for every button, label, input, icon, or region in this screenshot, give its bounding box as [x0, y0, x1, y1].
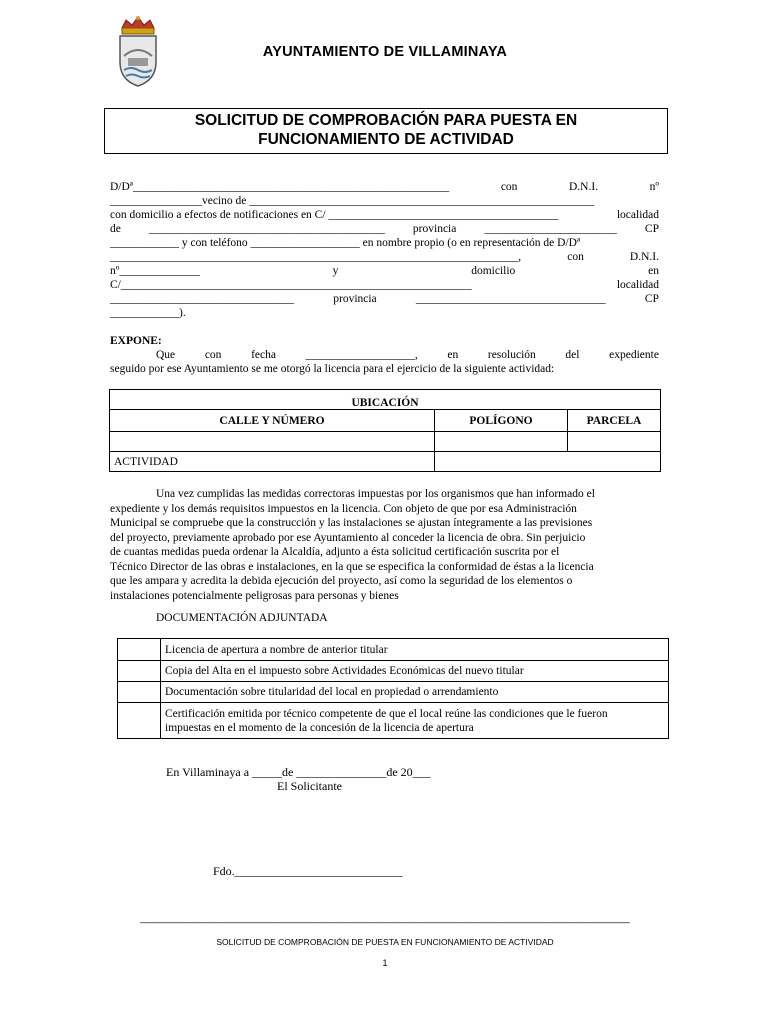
paragraph-line: que les ampara y acredita la debida ejecución del proyecto, así como la seguridad de los elementos o: [110, 575, 573, 587]
checkbox-3[interactable]: [118, 682, 161, 703]
col-street: CALLE Y NÚMERO: [110, 410, 435, 432]
text-localidad-2: localidad: [616, 279, 659, 291]
title-box: [104, 108, 668, 154]
doc-item: Copia del Alta en el impuesto sobre Actividades Económicas del nuevo titular: [161, 661, 669, 682]
checkbox-4[interactable]: [118, 703, 161, 739]
paragraph-line: Técnico Director de las obras e instalaciones, en la que se especifica la conformidad de éstas a la licencia: [110, 560, 594, 573]
doc-item-line: impuestas en el momento de la concesión de la licencia de apertura: [165, 721, 474, 734]
text-con: con: [500, 181, 518, 193]
representative-name-field[interactable]: _______________________________________________________________________,: [110, 251, 522, 263]
activity-cell[interactable]: [435, 452, 661, 472]
representative-dni-field[interactable]: nº______________: [110, 265, 200, 277]
applicant-line-8: [110, 278, 659, 292]
paragraph-line: Municipal se compruebe que la construcción y las instalaciones se ajustan íntegramente a las previsiones: [110, 517, 593, 529]
applicant-line-1: [110, 180, 659, 194]
expone-line-2: seguido por ese Ayuntamiento se me otorgó la licencia para el ejercicio de la siguiente actividad:: [110, 363, 555, 375]
activity-label: ACTIVIDAD: [110, 452, 435, 472]
text-con-3: con: [204, 349, 222, 361]
body-paragraph: [110, 487, 659, 603]
province-field[interactable]: _______________________: [484, 223, 617, 235]
table-title: UBICACIÓN: [110, 390, 661, 410]
documentation-table: [117, 638, 669, 739]
text-dni-2: D.N.I.: [629, 251, 659, 263]
checkbox-2[interactable]: [118, 661, 161, 682]
expone-line-1: [156, 348, 659, 362]
text-expediente: expediente: [609, 349, 659, 361]
page-number: 1: [382, 958, 388, 968]
paragraph-line: del proyecto, previamente aprobado por ese Ayuntamiento al conceder la licencia de obra. Sin perjuicio: [110, 531, 586, 544]
doc-item: Licencia de apertura a nombre de anterior titular: [161, 639, 669, 661]
applicant-name-field[interactable]: D/Dª_______________________________________________________: [110, 181, 450, 193]
col-parcel: PARCELA: [568, 410, 661, 432]
paragraph-line: expediente y los demás requisitos impuestos en la licencia. Con objeto de que por esa Administración: [110, 502, 577, 515]
paragraph-line: de cuantas medidas pueda ordenar la Alcaldía, adjunto a ésta solicitud certificación suscrita por el: [110, 546, 560, 558]
applicant-line-10[interactable]: ____________).: [110, 307, 186, 319]
text-en: en: [648, 265, 659, 277]
title-line-1: SOLICITUD DE COMPROBACIÓN PARA PUESTA EN: [194, 112, 578, 129]
applicant-line-7: [110, 264, 659, 278]
footer-title: SOLICITUD DE COMPROBACIÓN DE PUESTA EN FUNCIONAMIENTO DE ACTIVIDAD: [216, 937, 554, 947]
location-table: [109, 389, 661, 472]
text-del: del: [565, 349, 580, 361]
checkbox-1[interactable]: [118, 639, 161, 661]
date-line[interactable]: En Villaminaya a _____de _______________de 20___: [166, 765, 431, 779]
representative-locality-field[interactable]: ________________________________: [110, 293, 294, 305]
applicant-line-2[interactable]: ________________vecino de ____________________________________________________________: [110, 195, 595, 207]
paragraph-line: Una vez cumplidas las medidas correctoras impuestas por los organismos que han informado el: [156, 488, 595, 500]
street-cell[interactable]: [110, 432, 435, 452]
footer-rule: ________________________________________________________________________________________: [140, 913, 630, 924]
doc-item: [161, 703, 669, 739]
documentation-heading: DOCUMENTACIÓN ADJUNTADA: [156, 612, 328, 624]
text-fecha: fecha: [251, 349, 276, 361]
doc-item: Documentación sobre titularidad del local en propiedad o arrendamiento: [161, 682, 669, 703]
title-line-2: FUNCIONAMIENTO DE ACTIVIDAD: [258, 131, 514, 148]
text-cp: CP: [644, 223, 659, 235]
text-provincia-2: provincia: [333, 293, 377, 305]
text-y: y: [332, 265, 339, 277]
applicant-label: El Solicitante: [277, 779, 342, 793]
paragraph-line: instalaciones potencialmente peligrosas para personas y bienes: [110, 589, 399, 602]
date-field[interactable]: ___________________,: [305, 349, 418, 361]
polygon-cell[interactable]: [435, 432, 568, 452]
text-resolucion: resolución: [487, 349, 536, 361]
parcel-cell[interactable]: [568, 432, 661, 452]
representative-street-field[interactable]: C/_____________________________________________________________: [110, 279, 472, 291]
applicant-line-6: [110, 250, 659, 264]
col-polygon: POLÍGONO: [435, 410, 568, 432]
text-no: nº: [649, 181, 659, 193]
applicant-line-5[interactable]: ____________ y con teléfono ___________________ en nombre propio (o en representación de D/Dª: [110, 237, 581, 249]
text-con-2: con: [567, 251, 584, 263]
locality-field[interactable]: _________________________________________: [149, 223, 385, 235]
text-cp-2: CP: [644, 293, 659, 305]
text-provincia: provincia: [412, 223, 457, 235]
text-de: de: [110, 223, 121, 235]
text-que: Que: [156, 349, 176, 361]
text-dni: D.N.I.: [569, 181, 599, 193]
text-en-2: en: [447, 349, 459, 361]
council-name: AYUNTAMIENTO DE VILLAMINAYA: [262, 44, 508, 60]
applicant-line-9: [110, 292, 659, 306]
doc-item-line: Certificación emitida por técnico competente de que el local reúne las condiciones que le fueron: [165, 707, 608, 720]
signature-field[interactable]: Fdo.____________________________: [213, 864, 403, 878]
representative-province-field[interactable]: _________________________________: [415, 293, 606, 305]
applicant-line-4: [110, 222, 659, 236]
text-localidad: localidad: [616, 209, 659, 221]
applicant-line-3: [110, 208, 659, 222]
expone-heading: EXPONE:: [110, 335, 162, 347]
text-domicilio: domicilio: [471, 265, 516, 277]
address-field[interactable]: con domicilio a efectos de notificaciones en C/ ________________________________________: [110, 209, 559, 221]
